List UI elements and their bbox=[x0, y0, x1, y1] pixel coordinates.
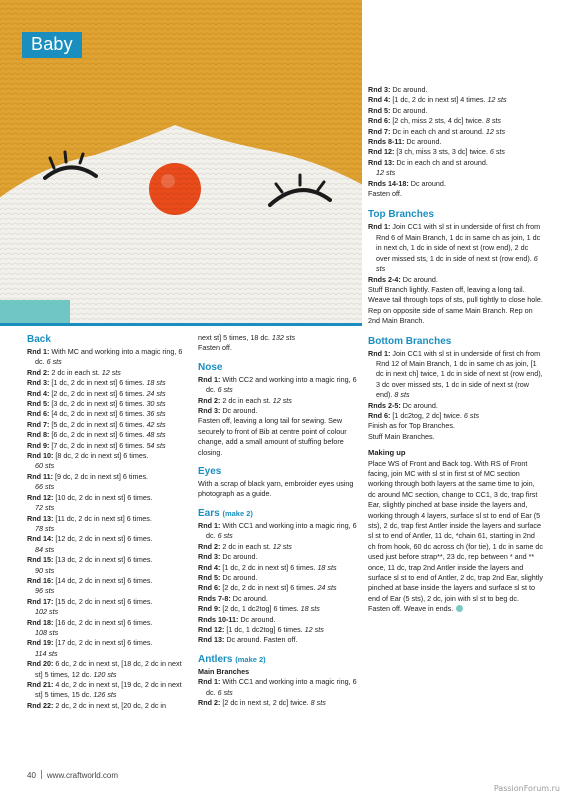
round-line bbox=[368, 116, 544, 126]
round-label: Rnd 3: bbox=[198, 552, 221, 562]
round-label: Rnd 17: bbox=[27, 596, 54, 606]
round-label: Rnd 2: bbox=[27, 367, 50, 377]
stitch-count: 108 sts bbox=[35, 627, 59, 637]
round-instruction: Dc in each ch and st around. bbox=[390, 126, 486, 136]
round-label: Rnd 3: bbox=[27, 378, 50, 388]
round-instruction: With MC and working into a magic ring, 6 dc. bbox=[35, 347, 183, 367]
round-line bbox=[27, 409, 190, 419]
round-label: Rnd 8: bbox=[27, 430, 50, 440]
round-instruction: Dc around. bbox=[400, 400, 438, 410]
round-label: Rnd 7: bbox=[368, 126, 391, 136]
stitch-count: 6 sts bbox=[217, 687, 233, 697]
round-instruction: Dc around. bbox=[220, 572, 258, 582]
heading-ears: Ears (make 2) bbox=[198, 507, 253, 519]
round-label: Rnd 4: bbox=[27, 388, 50, 398]
round-instruction: Dc around. bbox=[238, 614, 276, 624]
round-instruction: Dc around. Fasten off. bbox=[224, 635, 298, 645]
round-label: Rnd 6: bbox=[368, 116, 391, 126]
round-line bbox=[198, 625, 358, 635]
stitch-count: 8 sts bbox=[485, 116, 502, 126]
round-label: Rnd 1: bbox=[368, 222, 391, 232]
round-instruction: Dc around. bbox=[404, 137, 442, 147]
stitch-count: 30 sts bbox=[146, 399, 166, 409]
stitch-count: 78 sts bbox=[35, 523, 55, 533]
round-line bbox=[27, 451, 190, 472]
page-footer bbox=[27, 770, 118, 780]
stitch-count: 42 sts bbox=[146, 419, 166, 429]
round-instruction: [3 ch, miss 3 sts, 3 dc] twice. bbox=[394, 147, 490, 157]
round-label: Rnd 1: bbox=[198, 677, 221, 687]
footer-site: www.craftworld.com bbox=[46, 771, 119, 780]
stitch-count: 114 sts bbox=[35, 648, 58, 658]
round-instruction: [2 dc in next st, 2 dc] twice. bbox=[220, 697, 311, 707]
stitch-count: 72 sts bbox=[35, 503, 55, 513]
round-line bbox=[198, 406, 358, 416]
stitch-count: 6 sts bbox=[46, 357, 62, 367]
stitch-count: 12 sts bbox=[304, 624, 324, 634]
stitch-count: 12 sts bbox=[485, 126, 506, 136]
round-instruction: 6 dc, 2 dc in next st, [18 dc, 2 dc in next st] 5 times, 12 dc. bbox=[35, 659, 182, 679]
watermark: PassionForum.ru bbox=[493, 784, 560, 793]
round-line bbox=[27, 472, 190, 493]
round-instruction: [17 dc, 2 dc in next st] 6 times. bbox=[53, 638, 153, 648]
round-instruction: [10 dc, 2 dc in next st] 6 times. bbox=[53, 492, 153, 502]
stitch-count: 90 sts bbox=[35, 565, 55, 575]
round-line bbox=[368, 158, 544, 179]
round-instruction: [5 dc, 2 dc in next st] 6 times. bbox=[49, 419, 147, 429]
round-line bbox=[27, 441, 190, 451]
stitch-count: 6 sts bbox=[463, 410, 480, 420]
round-label: Rnds 14-18: bbox=[368, 178, 409, 188]
round-label: Rnd 3: bbox=[198, 406, 221, 416]
round-instruction: [1 dc, 2 dc in next st] 6 times. bbox=[49, 378, 147, 388]
main-branch-rounds bbox=[368, 85, 544, 189]
stitch-count: 6 sts bbox=[489, 147, 506, 157]
round-line bbox=[198, 375, 358, 396]
heading-nose: Nose bbox=[198, 361, 223, 373]
round-label: Rnd 7: bbox=[27, 419, 50, 429]
round-instruction: [2 dc, 2 dc in next st] 6 times. bbox=[49, 388, 147, 398]
round-label: Rnd 15: bbox=[27, 555, 54, 565]
round-instruction: Dc around. bbox=[400, 274, 438, 284]
round-line bbox=[27, 493, 190, 514]
round-instruction: [12 dc, 2 dc in next st] 6 times. bbox=[53, 534, 153, 544]
round-label: Rnd 1: bbox=[198, 374, 221, 384]
round-instruction: Dc around. bbox=[220, 552, 258, 562]
round-instruction: Dc in each ch and st around. bbox=[394, 157, 488, 167]
round-label: Rnd 12: bbox=[27, 492, 54, 502]
round-line bbox=[368, 95, 544, 105]
top-branch-rounds bbox=[368, 222, 544, 284]
round-label: Rnd 1: bbox=[27, 347, 50, 356]
round-instruction: 2 dc, 2 dc in next st, [20 dc, 2 dc in bbox=[53, 700, 167, 710]
stitch-count: 24 sts bbox=[317, 583, 337, 593]
round-line bbox=[368, 411, 544, 421]
round-line bbox=[27, 389, 190, 399]
round-label: Rnd 11: bbox=[27, 471, 53, 481]
stitch-count: 102 sts bbox=[35, 607, 59, 617]
stitch-count: 18 sts bbox=[146, 378, 166, 388]
round-label: Rnd 20: bbox=[27, 659, 54, 669]
round-label: Rnd 2: bbox=[198, 697, 221, 707]
ears-rounds bbox=[198, 521, 358, 646]
stitch-count: 24 sts bbox=[146, 388, 166, 398]
round-instruction: [1 dc, 1 dc2tog] 6 times. bbox=[224, 624, 305, 634]
round-label: Rnd 5: bbox=[27, 399, 50, 409]
stitch-count: 66 sts bbox=[35, 482, 55, 492]
end-marker-icon bbox=[456, 605, 463, 612]
round-label: Rnd 5: bbox=[198, 572, 221, 582]
round-label: Rnd 6: bbox=[368, 410, 391, 420]
stitch-count: 48 sts bbox=[146, 430, 166, 440]
heading-back: Back bbox=[27, 334, 51, 345]
round-instruction: [15 dc, 2 dc in next st] 6 times. bbox=[53, 596, 153, 606]
round-instruction: With CC1 and working into a magic ring, 6 dc. bbox=[206, 677, 357, 697]
round-line bbox=[198, 615, 358, 625]
round-line bbox=[198, 698, 358, 708]
bottom-text-1: Finish as for Top Branches. bbox=[368, 421, 455, 431]
stitch-count: 8 sts bbox=[394, 390, 410, 400]
eyes-text: With a scrap of black yarn, embroider eyes using photograph as a guide. bbox=[198, 479, 354, 499]
round-line bbox=[27, 534, 190, 555]
round-instruction: Join CC1 with sl st in underside of first ch from Rnd 12 of Main Branch, 1 dc in same ch as join, [1 dc in next ch] twice, 1 dc in side of next st (row end), 3 dc over missed sts, 1 dc in side of next st (row end). bbox=[376, 348, 543, 400]
round-label: Rnd 2: bbox=[198, 541, 221, 551]
main-fasten: Fasten off. bbox=[368, 189, 402, 199]
round-line bbox=[368, 106, 544, 116]
stitch-count: 18 sts bbox=[300, 604, 320, 614]
round-line bbox=[27, 368, 190, 378]
round-label: Rnd 9: bbox=[27, 440, 50, 450]
round-instruction: Join CC1 with sl st in underside of first ch from Rnd 6 of Main Branch, 1 dc in same ch as join, 1 dc in next ch, 1 dc in side of next st (row end), 2 dc over missed sts, 1 dc in side of next st (row end). bbox=[376, 222, 541, 263]
stitch-count: 120 sts bbox=[93, 669, 117, 679]
round-instruction: [6 dc, 2 dc in next st] 6 times. bbox=[49, 430, 147, 440]
round-line bbox=[368, 137, 544, 147]
round-label: Rnds 2-4: bbox=[368, 274, 401, 284]
round-instruction: Dc around. bbox=[408, 178, 446, 188]
round-line bbox=[27, 576, 190, 597]
column-2 bbox=[198, 333, 358, 708]
round-label: Rnd 2: bbox=[198, 395, 221, 405]
round-line bbox=[27, 420, 190, 430]
round-label: Rnd 13: bbox=[198, 635, 225, 645]
section-tag: Baby bbox=[22, 32, 82, 58]
round-instruction: [1 dc2tog, 2 dc] twice. bbox=[390, 410, 464, 420]
round-instruction: Dc around. bbox=[390, 85, 428, 94]
round-line bbox=[198, 396, 358, 406]
back-rounds bbox=[27, 347, 190, 711]
round-line bbox=[198, 604, 358, 614]
round-instruction: 2 dc in each st. bbox=[220, 395, 273, 405]
round-line bbox=[27, 430, 190, 440]
round-label: Rnd 21: bbox=[27, 680, 54, 689]
heading-bottom-branches: Bottom Branches bbox=[368, 335, 452, 347]
divider bbox=[0, 323, 362, 326]
round-instruction: [2 dc, 2 dc in next st] 6 times. bbox=[220, 583, 318, 593]
round-label: Rnd 5: bbox=[368, 105, 391, 115]
round-instruction: Dc around. bbox=[220, 406, 258, 416]
page-number: 40 bbox=[27, 771, 36, 780]
round-label: Rnd 13: bbox=[368, 157, 395, 167]
round-instruction: [1 dc, 2 dc in next st] 4 times. bbox=[390, 95, 488, 105]
column-3 bbox=[368, 85, 544, 615]
round-instruction: [3 dc, 2 dc in next st] 6 times. bbox=[49, 399, 147, 409]
round-line bbox=[27, 514, 190, 535]
round-label: Rnd 12: bbox=[368, 147, 395, 157]
round-line bbox=[368, 222, 544, 274]
round-line bbox=[27, 597, 190, 618]
round-line bbox=[368, 147, 544, 157]
round-line bbox=[368, 85, 544, 95]
stitch-count: 12 sts bbox=[272, 541, 292, 551]
round-instruction: 2 dc in each st. bbox=[220, 541, 273, 551]
round-label: Rnd 19: bbox=[27, 638, 54, 648]
round-label: Rnd 6: bbox=[27, 409, 50, 419]
round-label: Rnd 9: bbox=[198, 604, 221, 614]
stitch-count: 6 sts bbox=[376, 253, 538, 274]
nose-rounds bbox=[198, 375, 358, 417]
round-line bbox=[27, 680, 190, 701]
column-1 bbox=[27, 333, 190, 711]
round-line bbox=[368, 275, 544, 285]
round-instruction: [14 dc, 2 dc in next st] 6 times. bbox=[53, 575, 153, 585]
stitch-count: 84 sts bbox=[35, 544, 55, 554]
round-instruction: [2 dc, 1 dc2tog] 6 times. bbox=[220, 604, 301, 614]
making-up-end: Fasten off. Weave in ends. bbox=[368, 604, 544, 614]
round-label: Rnd 16: bbox=[27, 575, 54, 585]
round-instruction: [1 dc, 2 dc in next st] 6 times. bbox=[220, 562, 318, 572]
back-fasten: Fasten off. bbox=[198, 343, 232, 353]
round-line bbox=[27, 378, 190, 388]
round-instruction: [8 dc, 2 dc in next st] 6 times. bbox=[53, 451, 149, 461]
round-label: Rnds 2-5: bbox=[368, 400, 401, 410]
round-line bbox=[198, 552, 358, 562]
round-line bbox=[368, 401, 544, 411]
round-label: Rnd 4: bbox=[368, 95, 391, 105]
round-line bbox=[198, 563, 358, 573]
stitch-count: 36 sts bbox=[146, 409, 166, 419]
round-line bbox=[368, 127, 544, 137]
round-instruction: 2 dc in each st. bbox=[49, 367, 102, 377]
round-instruction: [4 dc, 2 dc in next st] 6 times. bbox=[49, 409, 147, 419]
stitch-count: 126 sts bbox=[93, 690, 117, 700]
round-label: Rnd 3: bbox=[368, 85, 391, 94]
back-continued: next st] 5 times, 18 dc. 132 sts bbox=[198, 333, 296, 342]
round-line bbox=[27, 399, 190, 409]
stitch-count: 12 sts bbox=[376, 168, 396, 178]
stitch-count: 96 sts bbox=[35, 586, 55, 596]
round-instruction: [2 ch, miss 2 sts, 4 dc] twice. bbox=[390, 116, 486, 126]
round-instruction: [13 dc, 2 dc in next st] 6 times. bbox=[53, 555, 153, 565]
round-line bbox=[27, 555, 190, 576]
round-label: Rnd 1: bbox=[368, 348, 391, 358]
hero-photo bbox=[0, 0, 362, 323]
footer-separator bbox=[41, 770, 42, 779]
round-label: Rnd 18: bbox=[27, 617, 54, 627]
round-line bbox=[198, 573, 358, 583]
round-label: Rnd 13: bbox=[27, 513, 54, 523]
round-instruction: Dc around. bbox=[390, 105, 428, 115]
heading-top-branches: Top Branches bbox=[368, 209, 434, 221]
subheading-main-branches: Main Branches bbox=[198, 666, 250, 676]
round-instruction: [7 dc, 2 dc in next st] 6 times. bbox=[49, 440, 147, 450]
round-label: Rnd 10: bbox=[27, 451, 54, 461]
round-line bbox=[27, 659, 190, 680]
round-label: Rnds 10-11: bbox=[198, 614, 239, 624]
stitch-count: 6 sts bbox=[217, 531, 233, 541]
stitch-count: 60 sts bbox=[35, 461, 55, 471]
heading-antlers: Antlers (make 2) bbox=[198, 653, 266, 665]
round-line bbox=[27, 638, 190, 659]
round-instruction: With CC1 and working into a magic ring, 6 dc. bbox=[206, 520, 357, 541]
antler-rounds bbox=[198, 677, 358, 708]
stitch-count: 8 sts bbox=[310, 697, 326, 707]
round-instruction: With CC2 and working into a magic ring, 6 dc. bbox=[206, 374, 357, 395]
bottom-branch-rounds bbox=[368, 349, 544, 422]
round-line bbox=[27, 347, 190, 368]
round-instruction: 4 dc, 2 dc in next st, [19 dc, 2 dc in next st] 5 times, 15 dc. bbox=[35, 680, 182, 700]
round-line bbox=[198, 677, 358, 698]
nose-text: Fasten off, leaving a long tail for sewing. Sew securely to front of Bib at centre point of colour change, add a small amount of stuffing before closing. bbox=[198, 416, 347, 457]
round-line bbox=[198, 583, 358, 593]
stitch-count: 12 sts bbox=[487, 95, 507, 105]
round-label: Rnd 14: bbox=[27, 534, 54, 544]
stitch-count: 12 sts bbox=[101, 367, 121, 377]
round-instruction: [11 dc, 2 dc in next st] 6 times. bbox=[53, 513, 152, 523]
heading-making-up: Making up bbox=[368, 448, 406, 458]
round-line bbox=[27, 618, 190, 639]
round-label: Rnd 4: bbox=[198, 562, 221, 572]
round-line bbox=[27, 701, 190, 711]
round-label: Rnd 22: bbox=[27, 700, 54, 710]
round-label: Rnd 12: bbox=[198, 624, 225, 634]
round-line bbox=[198, 635, 358, 645]
round-instruction: [9 dc, 2 dc in next st] 6 times. bbox=[52, 471, 149, 481]
round-instruction: [16 dc, 2 dc in next st] 6 times. bbox=[53, 617, 153, 627]
round-label: Rnds 7-8: bbox=[198, 593, 231, 603]
stitch-count: 18 sts bbox=[317, 562, 337, 572]
bottom-text-2: Stuff Main Branches. bbox=[368, 431, 435, 441]
round-line bbox=[368, 349, 544, 401]
heading-eyes: Eyes bbox=[198, 466, 222, 478]
round-instruction: Dc around. bbox=[230, 593, 268, 603]
round-line bbox=[198, 594, 358, 604]
top-branch-text: Stuff Branch lightly. Fasten off, leaving a long tail. Weave tail through tops of sts, pull tightly to close hole. Rep on opposite side of same Main Branch. Rep on 2nd Main Branch. bbox=[368, 284, 543, 326]
stitch-count: 12 sts bbox=[272, 395, 292, 405]
round-line bbox=[198, 542, 358, 552]
round-line bbox=[198, 521, 358, 542]
making-up-text: Place WS of Front and Back tog. With RS of Front facing, join MC with sl st in first st of MC section working through both layers at the same time to join, dc around MC section, change to CC1, 3 dc, trap first Ear, slightly pinched at base inside the layers and, working through 4 layers, surface sl st to end of Ear (5 sts), 2 dc, trap first Antler inside the layers and surface sl st to end of Antler, 11 dc, *chain 61, starting in 2nd ch from hook, 60 dc across ch (for tie), 1 dc in same dc used just before strap**, 23 dc, rep between * and ** once, 11 dc, trap 2nd Antler inside the layers and surface sl st to end of Antler, 2 dc, trap 2nd Ear, slightly pinched at base inside the layers and surface sl st to end of Ear (5 sts), 2 dc, join with sl st to beg dc. bbox=[368, 458, 543, 603]
round-label: Rnd 6: bbox=[198, 583, 221, 593]
round-label: Rnds 8-11: bbox=[368, 137, 405, 147]
stitch-count: 6 sts bbox=[217, 385, 233, 395]
round-line bbox=[368, 179, 544, 189]
stitch-count: 54 sts bbox=[146, 440, 166, 450]
round-label: Rnd 1: bbox=[198, 520, 221, 530]
